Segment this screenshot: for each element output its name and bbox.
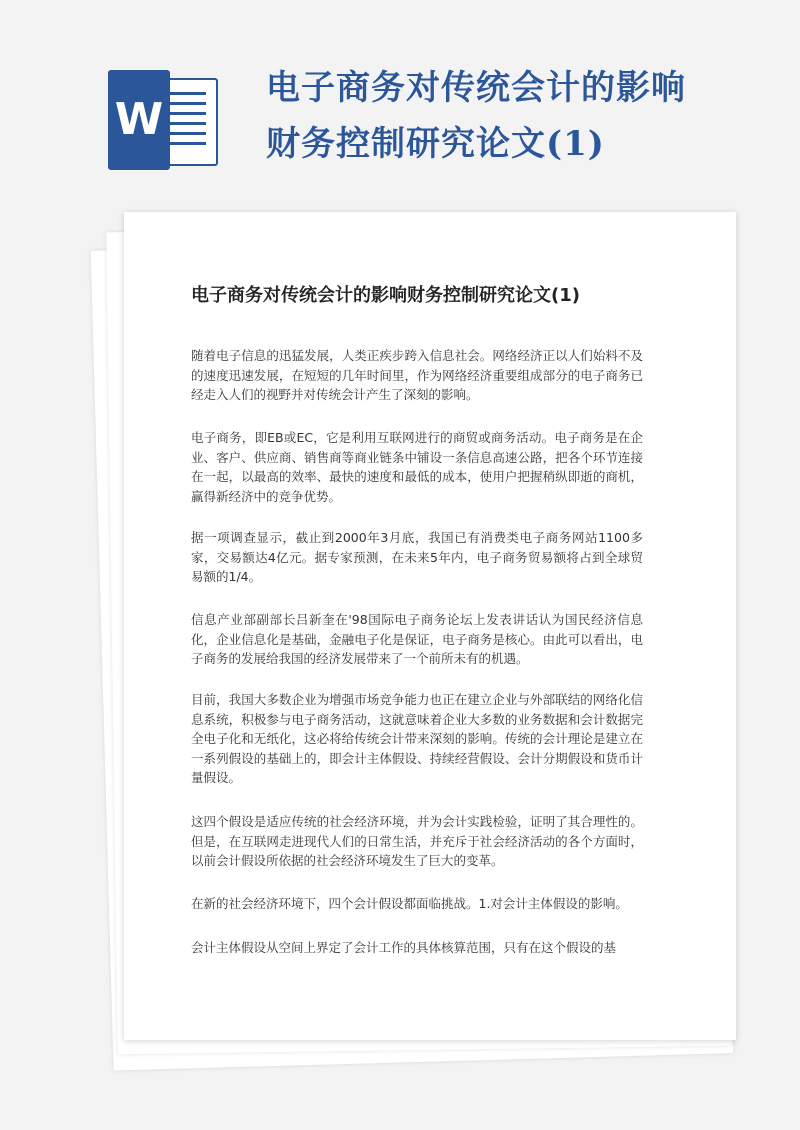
paragraph: 信息产业部副部长吕新奎在'98国际电子商务论坛上发表讲话认为国民经济信息化，企业信息化是基础，金融电子化是保证，电子商务是核心。由此可以看出，电子商务的发展给我国的经济发展带来了一个前所未有的机遇。 <box>191 612 643 666</box>
paragraph: 随着电子信息的迅猛发展，人类正疾步跨入信息社会。网络经济正以人们始料不及的速度迅速发展，在短短的几年时间里，作为网络经济重要组成部分的电子商务已经走入人们的视野并对传统会计产生了深刻的影响。 <box>191 348 643 402</box>
paragraph: 据一项调查显示，截止到2000年3月底，我国已有消费类电子商务网站1100多家，交易额达4亿元。据专家预测，在未来5年内，电子商务贸易额将占到全球贸易额的1/4。 <box>191 530 643 584</box>
document-page <box>124 212 736 1040</box>
page-title: 电子商务对传统会计的影响财务控制研究论文(1) <box>266 68 686 164</box>
paragraph: 目前，我国大多数企业为增强市场竞争能力也正在建立企业与外部联结的网络化信息系统，积极参与电子商务活动，这就意味着企业大多数的业务数据和会计数据完全电子化和无纸化，这必将给传统会计带来深刻的影响。传统的会计理论是建立在一系列假设的基础上的，即会计主体假设、持续经营假设、会计分期假设和货币计量假设。 <box>191 692 643 785</box>
document-title: 电子商务对传统会计的影响财务控制研究论文(1) <box>191 285 580 306</box>
header-banner <box>0 0 800 200</box>
word-document-icon <box>108 70 218 170</box>
paragraph: 在新的社会经济环境下，四个会计假设都面临挑战。1.对会计主体假设的影响。 <box>191 896 628 911</box>
paragraph: 会计主体假设从空间上界定了会计工作的具体核算范围，只有在这个假设的基 <box>191 940 617 955</box>
word-letter-badge: W <box>108 70 170 170</box>
paragraph: 这四个假设是适应传统的社会经济环境，并为会计实践检验，证明了其合理性的。但是，在互联网走进现代人们的日常生活，并充斥于社会经济活动的各个方面时，以前会计假设所依据的社会经济环境发生了巨大的变革。 <box>191 814 643 868</box>
paragraph: 电子商务，即EB或EC，它是利用互联网进行的商贸或商务活动。电子商务是在企业、客户、供应商、销售商等商业链条中铺设一条信息高速公路，把各个环节连接在一起，以最高的效率、最快的速度和最低的成本，使用户把握稍纵即逝的商机，赢得新经济中的竞争优势。 <box>191 430 643 504</box>
